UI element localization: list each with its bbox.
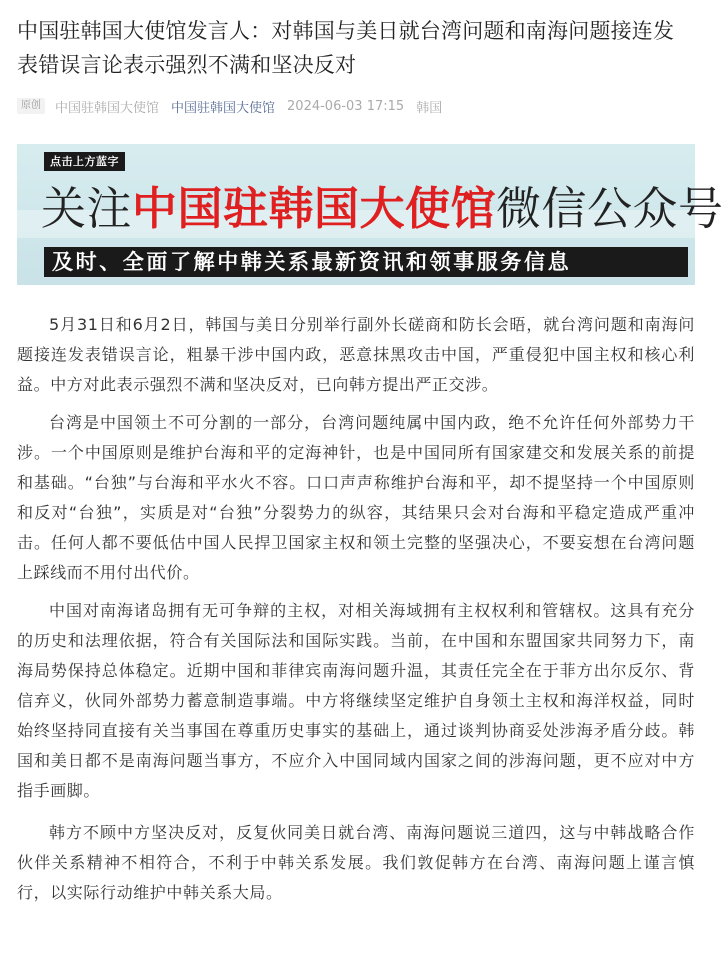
article-body: [17, 310, 695, 916]
banner-label: 点击上方蓝字: [44, 152, 125, 171]
paragraph: 台湾是中国领土不可分割的一部分，台湾问题纯属中国内政，绝不允许任何外部势力干涉。一个中国原则是维护台海和平的定海神针，也是中国同所有国家建交和发展关系的前提和基础。“台独”与台海和平水火不容。口口声声称维护台海和平，却不提坚持一个中国原则和反对“台独”，实质是对“台独”分裂势力的纵容，其结果只会对台海和平稳定造成严重冲击。任何人都不要低估中国人民捍卫国家主权和领土完整的坚强决心，不要妄想在台湾问题上踩线而不用付出代价。: [17, 413, 695, 582]
article: [17, 0, 724, 902]
headline-suffix: 微信公众号: [496, 182, 724, 235]
article-meta: [17, 96, 695, 116]
paragraph: 中国对南海诸岛拥有无可争辩的主权，对相关海域拥有主权权利和管辖权。这具有充分的历史和法理依据，符合有关国际法和国际实践。当前，在中国和东盟国家共同努力下，南海局势保持总体稳定。近期中国和菲律宾南海问题升温，其责任完全在于菲方出尔反尔、背信弃义，伙同外部势力蓄意制造事端。中方将继续坚定维护自身领土主权和海洋权益，同时始终坚持同直接有关当事国在尊重历史事实的基础上，通过谈判协商妥处涉海矛盾分歧。韩国和美日都不是南海问题当事方，不应介入中国同域内国家之间的涉海问题，更不应对中方指手画脚。: [17, 601, 695, 800]
publish-region: 韩国: [416, 100, 443, 116]
paragraph: 韩方不顾中方坚决反对，反复伙同美日就台湾、南海问题说三道四，这与中韩战略合作伙伴关系精神不相符合，不利于中韩关系发展。我们敦促韩方在台湾、南海问题上谨言慎行，以实际行动维护中韩关系大局。: [17, 823, 695, 902]
follow-banner[interactable]: [17, 144, 724, 285]
author-name: 中国驻韩国大使馆: [55, 100, 160, 116]
paragraph: 5月31日和6月2日，韩国与美日分别举行副外长磋商和防长会晤，就台湾问题和南海问题接连发表错误言论，粗暴干涉中国内政，恶意抹黑攻击中国，严重侵犯中国主权和核心利益。中方对此表示强烈不满和坚决反对，已向韩方提出严正交涉。: [17, 315, 695, 394]
banner-headline: [41, 181, 724, 237]
headline-prefix: 关注: [41, 182, 133, 235]
banner-subline: 及时、全面了解中韩关系最新资讯和领事服务信息: [44, 247, 688, 277]
publish-date: 2024-06-03 17:15: [287, 98, 405, 114]
article-title: 中国驻韩国大使馆发言人：对韩国与美日就台湾问题和南海问题接连发表错误言论表示强烈不满和坚决反对: [17, 19, 675, 77]
account-link[interactable]: 中国驻韩国大使馆: [171, 100, 276, 116]
original-tag: 原创: [17, 98, 45, 114]
headline-name: 中国驻韩国大使馆: [132, 182, 497, 235]
